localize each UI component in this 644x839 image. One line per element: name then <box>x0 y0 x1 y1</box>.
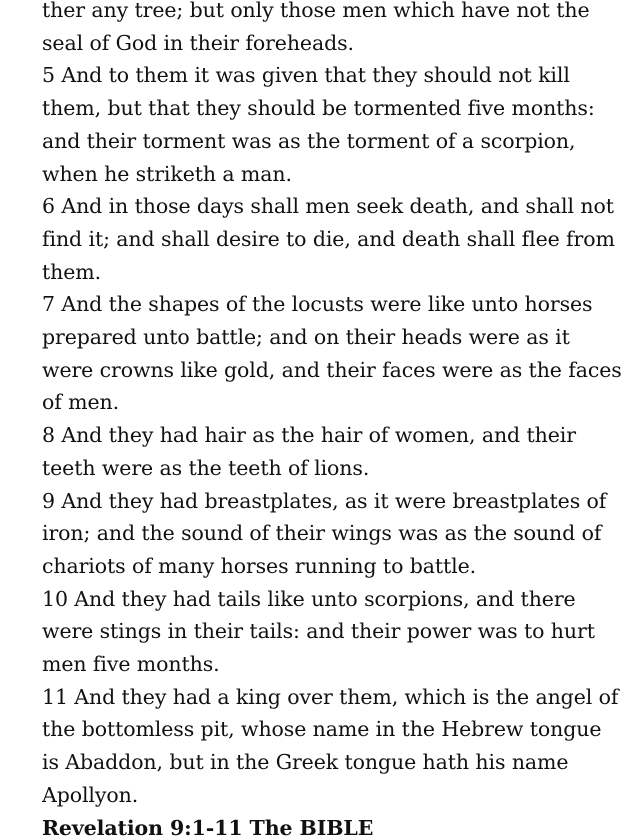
verse-11-line: 11 And they had a king over them, which is the angel of <box>42 684 619 709</box>
verse-10-line: 10 And they had tails like unto scorpions, and there <box>42 586 576 611</box>
verse-8-line: 8 And they had hair as the hair of women, and their <box>42 423 576 448</box>
text-line: seal of God in their foreheads. <box>42 30 354 55</box>
text-line: the bottomless pit, whose name in the Hebrew tongue <box>42 717 602 742</box>
verse-5-line: 5 And to them it was given that they should not kill <box>42 63 570 88</box>
text-line: prepared unto battle; and on their heads were as it <box>42 325 570 350</box>
text-line: is Abaddon, but in the Greek tongue hath his name <box>42 750 569 775</box>
verse-9-line: 9 And they had breastplates, as it were breastplates of <box>42 488 607 513</box>
text-line: were crowns like gold, and their faces were as the faces <box>42 357 622 382</box>
text-line: ther any tree; but only those men which have not the <box>42 0 590 22</box>
text-line: men five months. <box>42 652 220 677</box>
text-line: find it; and shall desire to die, and death shall flee from <box>42 226 615 251</box>
verse-7-line: 7 And the shapes of the locusts were like unto horses <box>42 292 593 317</box>
text-line: when he striketh a man. <box>42 161 292 186</box>
text-line: teeth were as the teeth of lions. <box>42 455 370 480</box>
scripture-text <box>42 0 634 839</box>
scripture-citation: Revelation 9:1-11 The BIBLE <box>42 815 374 839</box>
text-line: and their torment was as the torment of a scorpion, <box>42 128 576 153</box>
text-line: of men. <box>42 390 120 415</box>
text-line: them. <box>42 259 102 284</box>
text-line: them, but that they should be tormented five months: <box>42 96 595 121</box>
text-line: were stings in their tails: and their power was to hurt <box>42 619 595 644</box>
text-line: iron; and the sound of their wings was as the sound of <box>42 521 602 546</box>
text-line: Apollyon. <box>42 782 139 807</box>
text-line: chariots of many horses running to battle. <box>42 553 477 578</box>
verse-6-line: 6 And in those days shall men seek death, and shall not <box>42 194 614 219</box>
